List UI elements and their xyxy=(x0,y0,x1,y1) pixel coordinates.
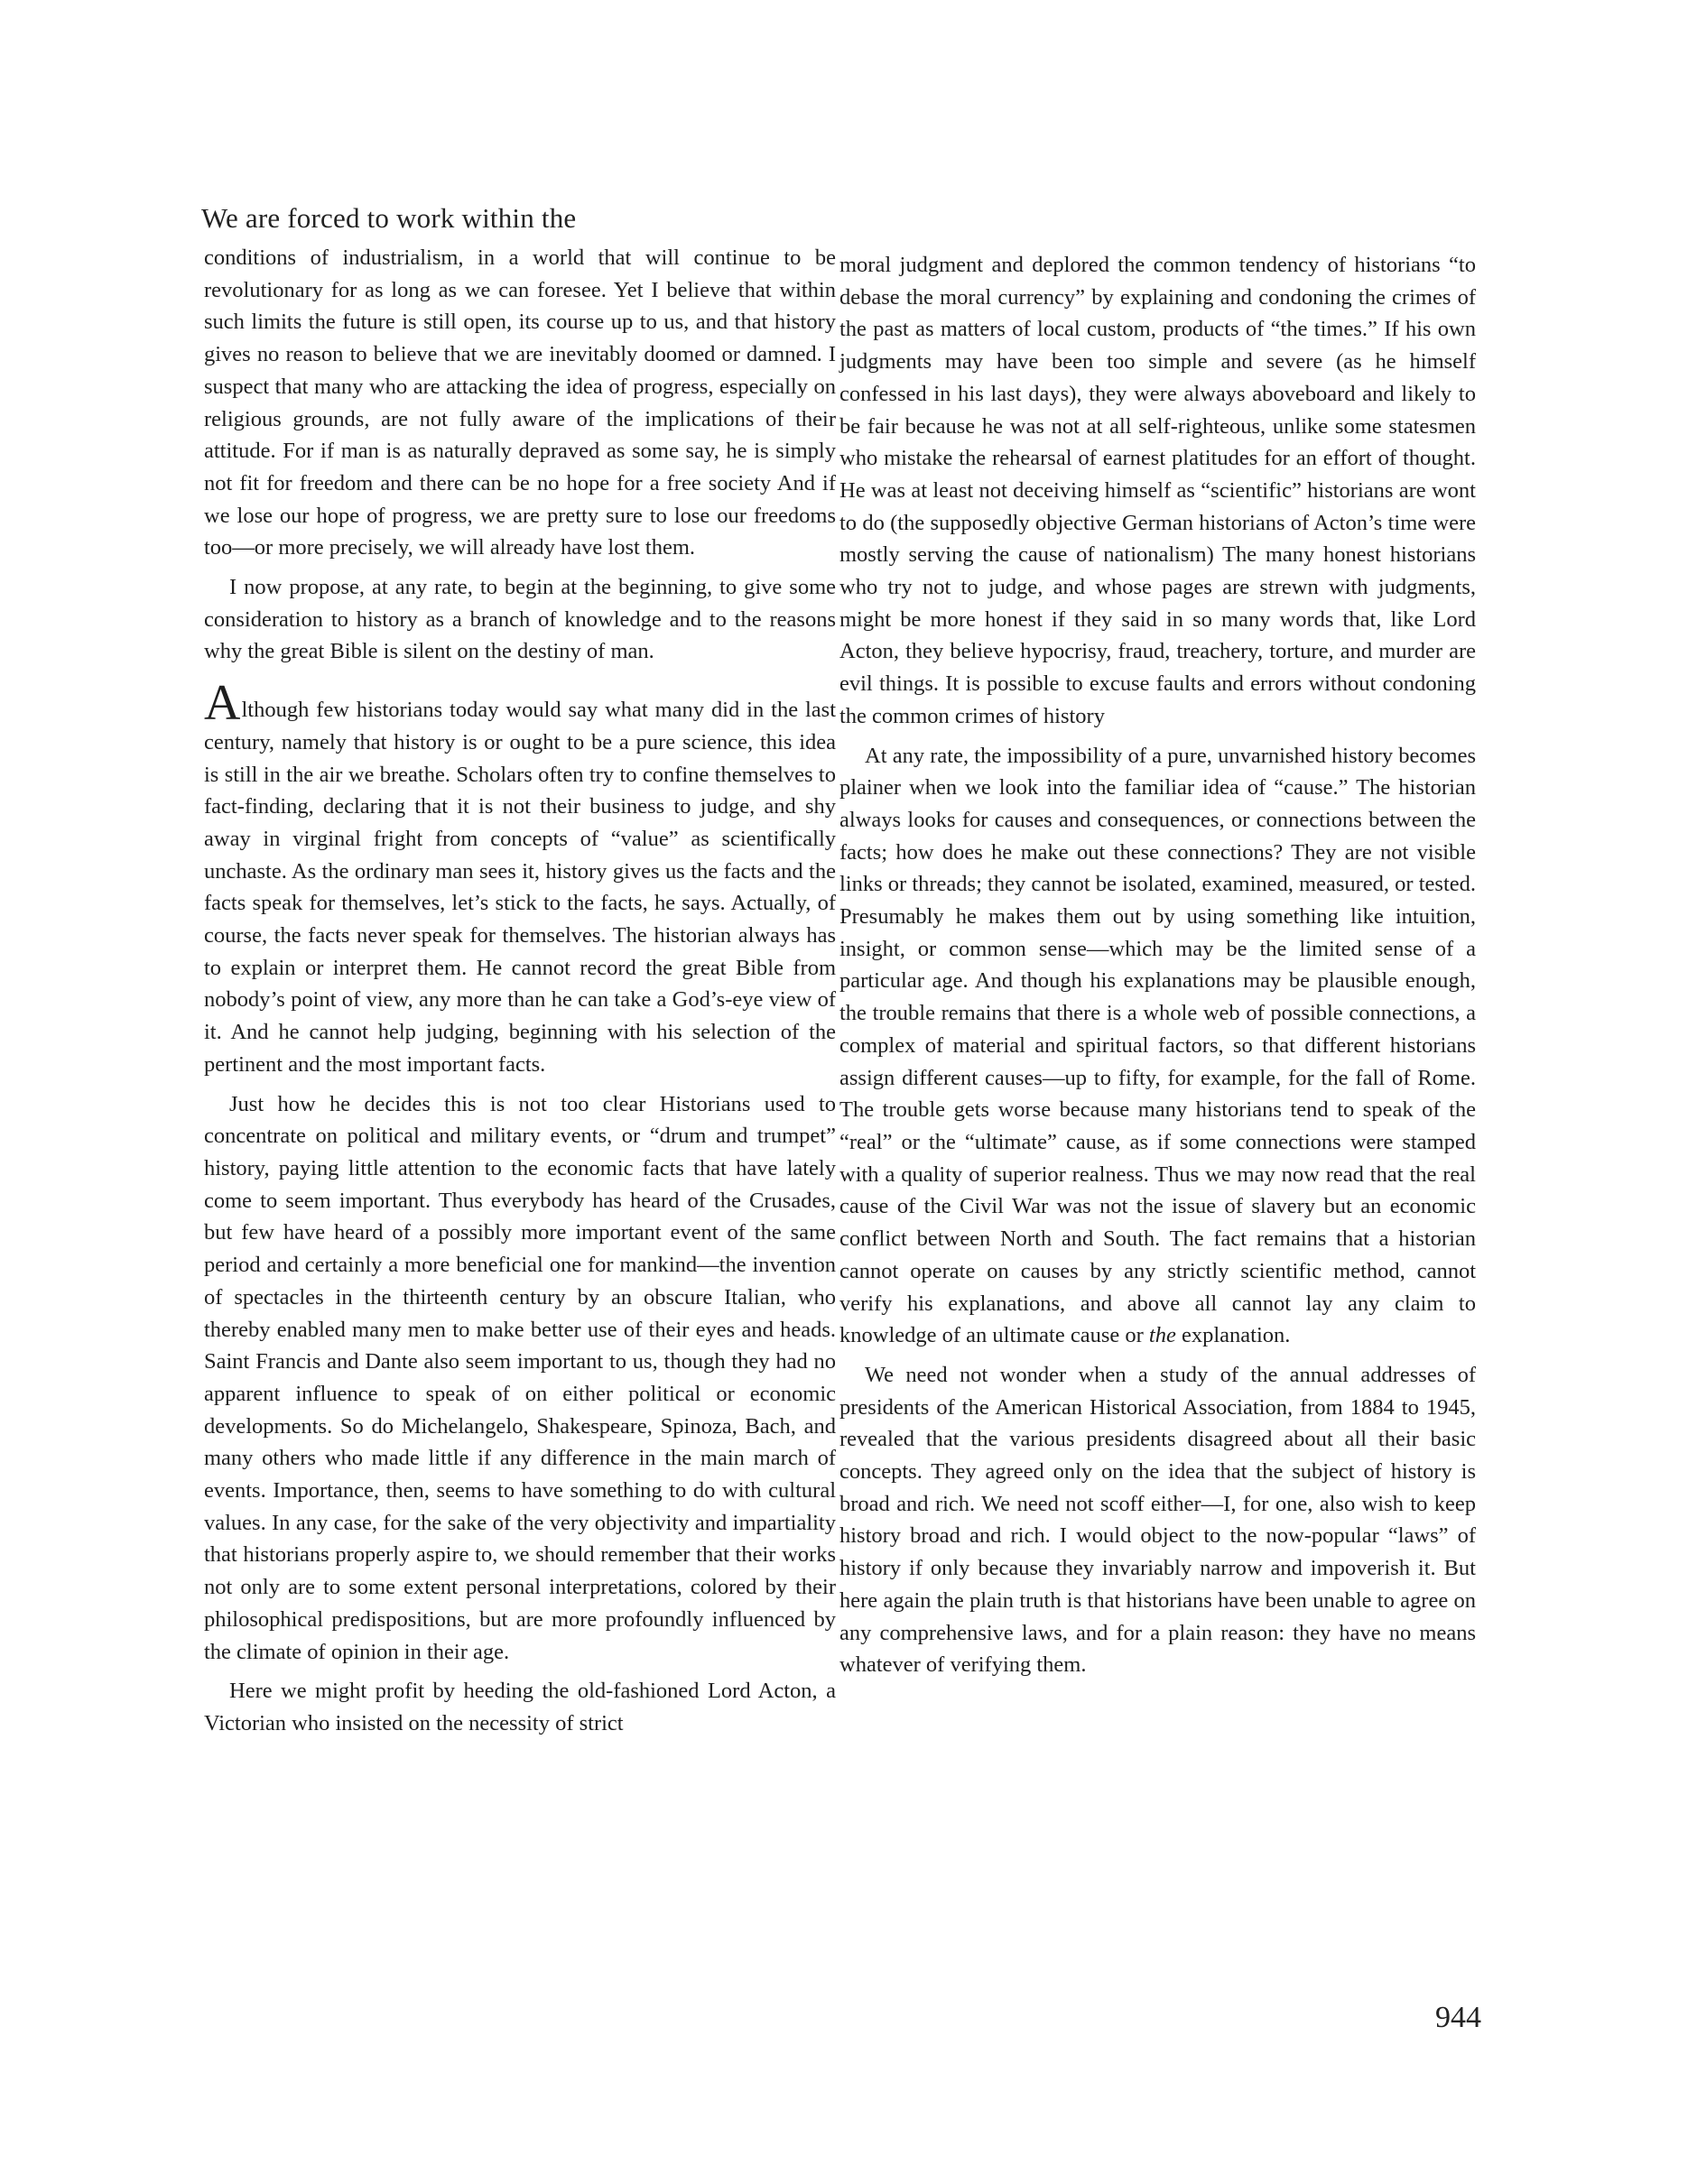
paragraph xyxy=(839,740,1476,1352)
paragraph: moral judgment and deplored the common tendency of historians “to debase the moral currency” by explaining and condoning the crimes of the past as matters of local custom, products of “the times.” If his own judgments may have been too simple and severe (as he himself confessed in his last days), they were always aboveboard and likely to be fair because he was not at all self-righteous, unlike some statesmen who mistake the rehearsal of earnest platitudes for an effort of thought. He was at least not deceiving himself as “scientific” historians are wont to do (the supposedly objective German historians of Acton’s time were mostly serving the cause of nationalism) The many honest historians who try not to judge, and whose pages are strewn with judgments, might be more honest if they said in so many words that, like Lord Acton, they believe hypocrisy, fraud, treachery, torture, and murder are evil things. It is possible to excuse faults and errors without condoning the common crimes of history xyxy=(839,253,1476,728)
paragraph-with-dropcap xyxy=(204,675,836,1080)
paragraph-text: At any rate, the impossibility of a pure, unvarnished history becomes plainer when we look into the familiar idea of “cause.” The historian always looks for causes and consequences, or connections between the facts; how does he make out these connections? They are not visible links or threads; they cannot be isolated, examined, measured, or tested. Presumably he makes them out by using something like intuition, insight, or common sense—which may be the limited sense of a particular age. And though his explanations may be plausible enough, the trouble remains that there is a whole web of possible connections, a complex of material and spiritual factors, so that different historians assign different causes—up to fifty, for example, for the fall of Rome. The trouble gets worse because many historians tend to speak of the “real” or the “ultimate” cause, as if some connections were stamped with a quality of superior realness. Thus we may now read that the real cause of the Civil War was not the issue of slavery but an economic conflict between North and South. The fact remains that a historian cannot operate on causes by any strictly scientific method, cannot verify his explanations, and above all cannot lay any claim to knowledge of an ultimate cause or xyxy=(839,743,1476,1348)
right-column xyxy=(839,249,1476,1689)
drop-cap: A xyxy=(204,675,241,732)
paragraph: Here we might profit by heeding the old-fashioned Lord Acton, a Victorian who insisted on the necessity of strict xyxy=(204,1679,836,1735)
italic-word: the xyxy=(1148,1323,1176,1348)
headline: We are forced to work within the xyxy=(201,202,577,234)
page-number: 944 xyxy=(1435,2001,1481,2034)
paragraph-text: lthough few historians today would say what many did in the last century, namely that history is or ought to be a pure science, this idea is still in the air we breathe. Scholars often try to confine themselves to fact-finding, declaring that it is not their business to judge, and shy away in virginal fright from concepts of “value” as scientifically unchaste. As the ordinary man sees it, history gives us the facts and the facts speak for themselves, let’s stick to the facts, he says. Actually, of course, the facts never speak for themselves. The historian always has to explain or interpret them. He cannot record the great Bible from nobody’s point of view, any more than he can take a God’s-eye view of it. And he cannot help judging, beginning with his selection of the pertinent and the most important facts. xyxy=(204,698,836,1077)
paragraph: conditions of industrialism, in a world that will continue to be revolutionary for as long as we can foresee. Yet I believe that within such limits the future is still open, its course up to us, and that history gives no reason to believe that we are inevitably doomed or damned. I suspect that many who are attacking the idea of progress, especially on religious grounds, are not fully aware of the implications of their attitude. For if man is as naturally depraved as some say, he is simply not fit for freedom and there can be no hope for a free society And if we lose our hope of progress, we are pretty sure to lose our freedoms too—or more precisely, we will already have lost them. xyxy=(204,245,836,560)
left-column xyxy=(204,242,836,1747)
paragraph: Just how he decides this is not too clear Historians used to concentrate on political and military events, or “drum and trumpet” history, paying little attention to the economic facts that have lately come to seem important. Thus everybody has heard of the Crusades, but few have heard of a possibly more important event of the same period and certainly a more beneficial one for mankind—the invention of spectacles in the thirteenth century by an obscure Italian, who thereby enabled many men to make better use of their eyes and heads. Saint Francis and Dante also seem important to us, though they had no apparent influence to speak of on either political or economic developments. So do Michelangelo, Shakespeare, Spinoza, Bach, and many others who made little if any difference in the main march of events. Importance, then, seems to have something to do with cultural values. In any case, for the sake of the very objectivity and impartiality that historians properly aspire to, we should remember that their works not only are to some extent personal interpretations, colored by their philosophical predispositions, but are more profoundly influenced by the climate of opinion in their age. xyxy=(204,1091,836,1664)
paragraph-text-end: explanation. xyxy=(1175,1323,1291,1348)
paragraph: We need not wonder when a study of the annual addresses of presidents of the American Historical Association, from 1884 to 1945, revealed that the various presidents disagreed about all their basic concepts. They agreed only on the idea that the subject of history is broad and rich. We need not scoff either—I, for one, also wish to keep history broad and rich. I would object to the now-popular “laws” of history if only because they invariably narrow and impoverish it. But here again the plain truth is that historians have been unable to agree on any comprehensive laws, and for a plain reason: they have no means whatever of verifying them. xyxy=(839,1362,1476,1678)
paragraph: I now propose, at any rate, to begin at the beginning, to give some consideration to history as a branch of knowledge and to the reasons why the great Bible is silent on the destiny of man. xyxy=(204,575,836,664)
